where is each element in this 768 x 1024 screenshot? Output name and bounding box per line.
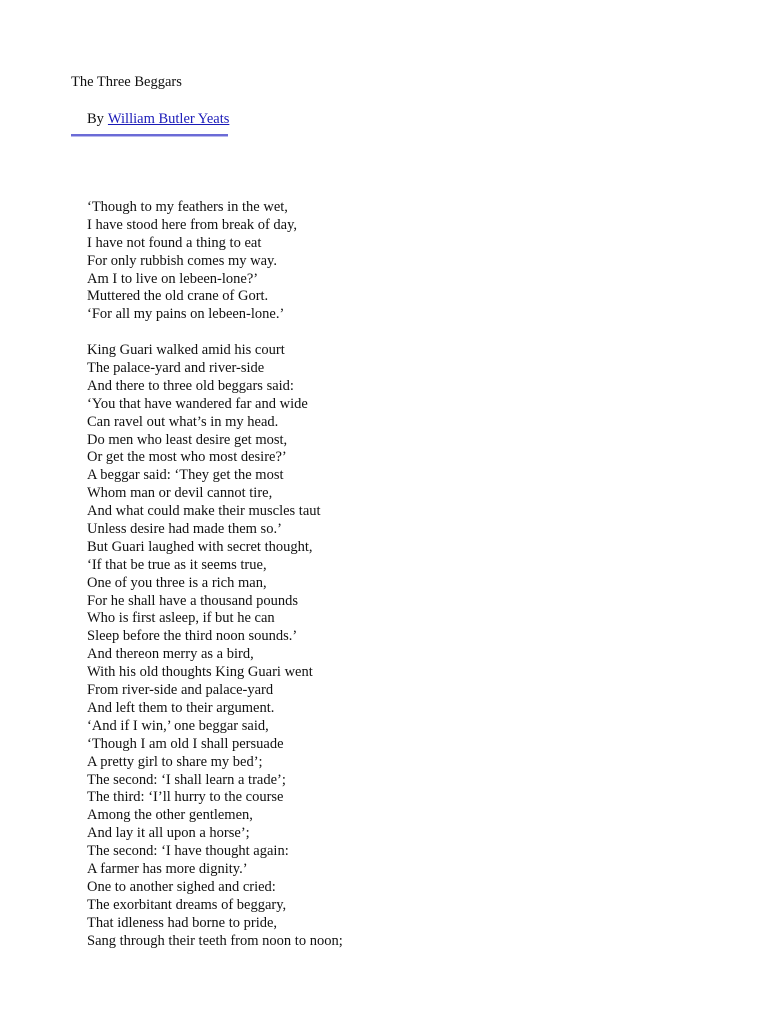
poem-stanza [87,342,343,950]
poem-line: Muttered the old crane of Gort. [87,288,269,305]
poem-line: Sleep before the third noon sounds.’ [87,628,298,645]
poem-line: From river-side and palace-yard [87,682,274,699]
poem-line: Can ravel out what’s in my head. [87,413,279,430]
author-link[interactable]: William Butler Yeats [107,111,230,127]
poem-line: A pretty girl to share my bed’; [87,753,263,770]
poem-line: The second: ‘I shall learn a trade’; [87,771,286,788]
poem-line: The palace-yard and river-side [87,360,265,377]
poem-line: And there to three old beggars said: [87,377,294,394]
poem-line: And what could make their muscles taut [87,503,321,520]
poem-line: The second: ‘I have thought again: [87,843,289,860]
poem-line: Do men who least desire get most, [87,431,288,448]
poem-line: ‘You that have wandered far and wide [87,395,308,412]
poem-line: ‘If that be true as it seems true, [87,556,267,573]
poem-line: For only rubbish comes my way. [87,252,277,269]
poem-line: Whom man or devil cannot tire, [87,485,273,502]
poem-line: One of you three is a rich man, [87,574,267,591]
poem-line: But Guari laughed with secret thought, [87,538,313,555]
poem-line: A farmer has more dignity.’ [87,860,248,877]
poem-line: Am I to live on lebeen-lone?’ [87,270,259,287]
poem-stanza [87,199,343,324]
poem-line: ‘And if I win,’ one beggar said, [87,717,269,734]
poem-line: King Guari walked amid his court [87,342,285,359]
poem-line: And left them to their argument. [87,699,275,716]
poem-line: The exorbitant dreams of beggary, [87,896,287,913]
poem-line: Sang through their teeth from noon to noon; [87,932,343,949]
poem-line: One to another sighed and cried: [87,878,276,895]
poem-line: A beggar said: ‘They get the most [87,467,284,484]
byline [87,110,229,128]
title-divider [71,134,228,137]
poem-line: ‘Though to my feathers in the wet, [87,199,288,215]
poem-line: The third: ‘I’ll hurry to the course [87,789,284,806]
poem-line: And lay it all upon a horse’; [87,825,250,842]
poem-line: ‘For all my pains on lebeen-lone.’ [87,306,285,323]
poem-line: For he shall have a thousand pounds [87,592,299,609]
poem-line: With his old thoughts King Guari went [87,664,313,681]
poem-line: I have stood here from break of day, [87,216,298,233]
by-label: By [87,111,104,127]
poem-line: Among the other gentlemen, [87,807,253,824]
poem-line: That idleness had borne to pride, [87,914,278,931]
poem-line: I have not found a thing to eat [87,234,262,251]
poem-line: Unless desire had made them so.’ [87,521,282,538]
poem-body [87,199,343,950]
poem-line: Who is first asleep, if but he can [87,610,275,627]
poem-line: Or get the most who most desire?’ [87,449,287,466]
poem-title: The Three Beggars [71,74,182,90]
poem-line: And thereon merry as a bird, [87,646,254,663]
poem-line: ‘Though I am old I shall persuade [87,735,284,752]
